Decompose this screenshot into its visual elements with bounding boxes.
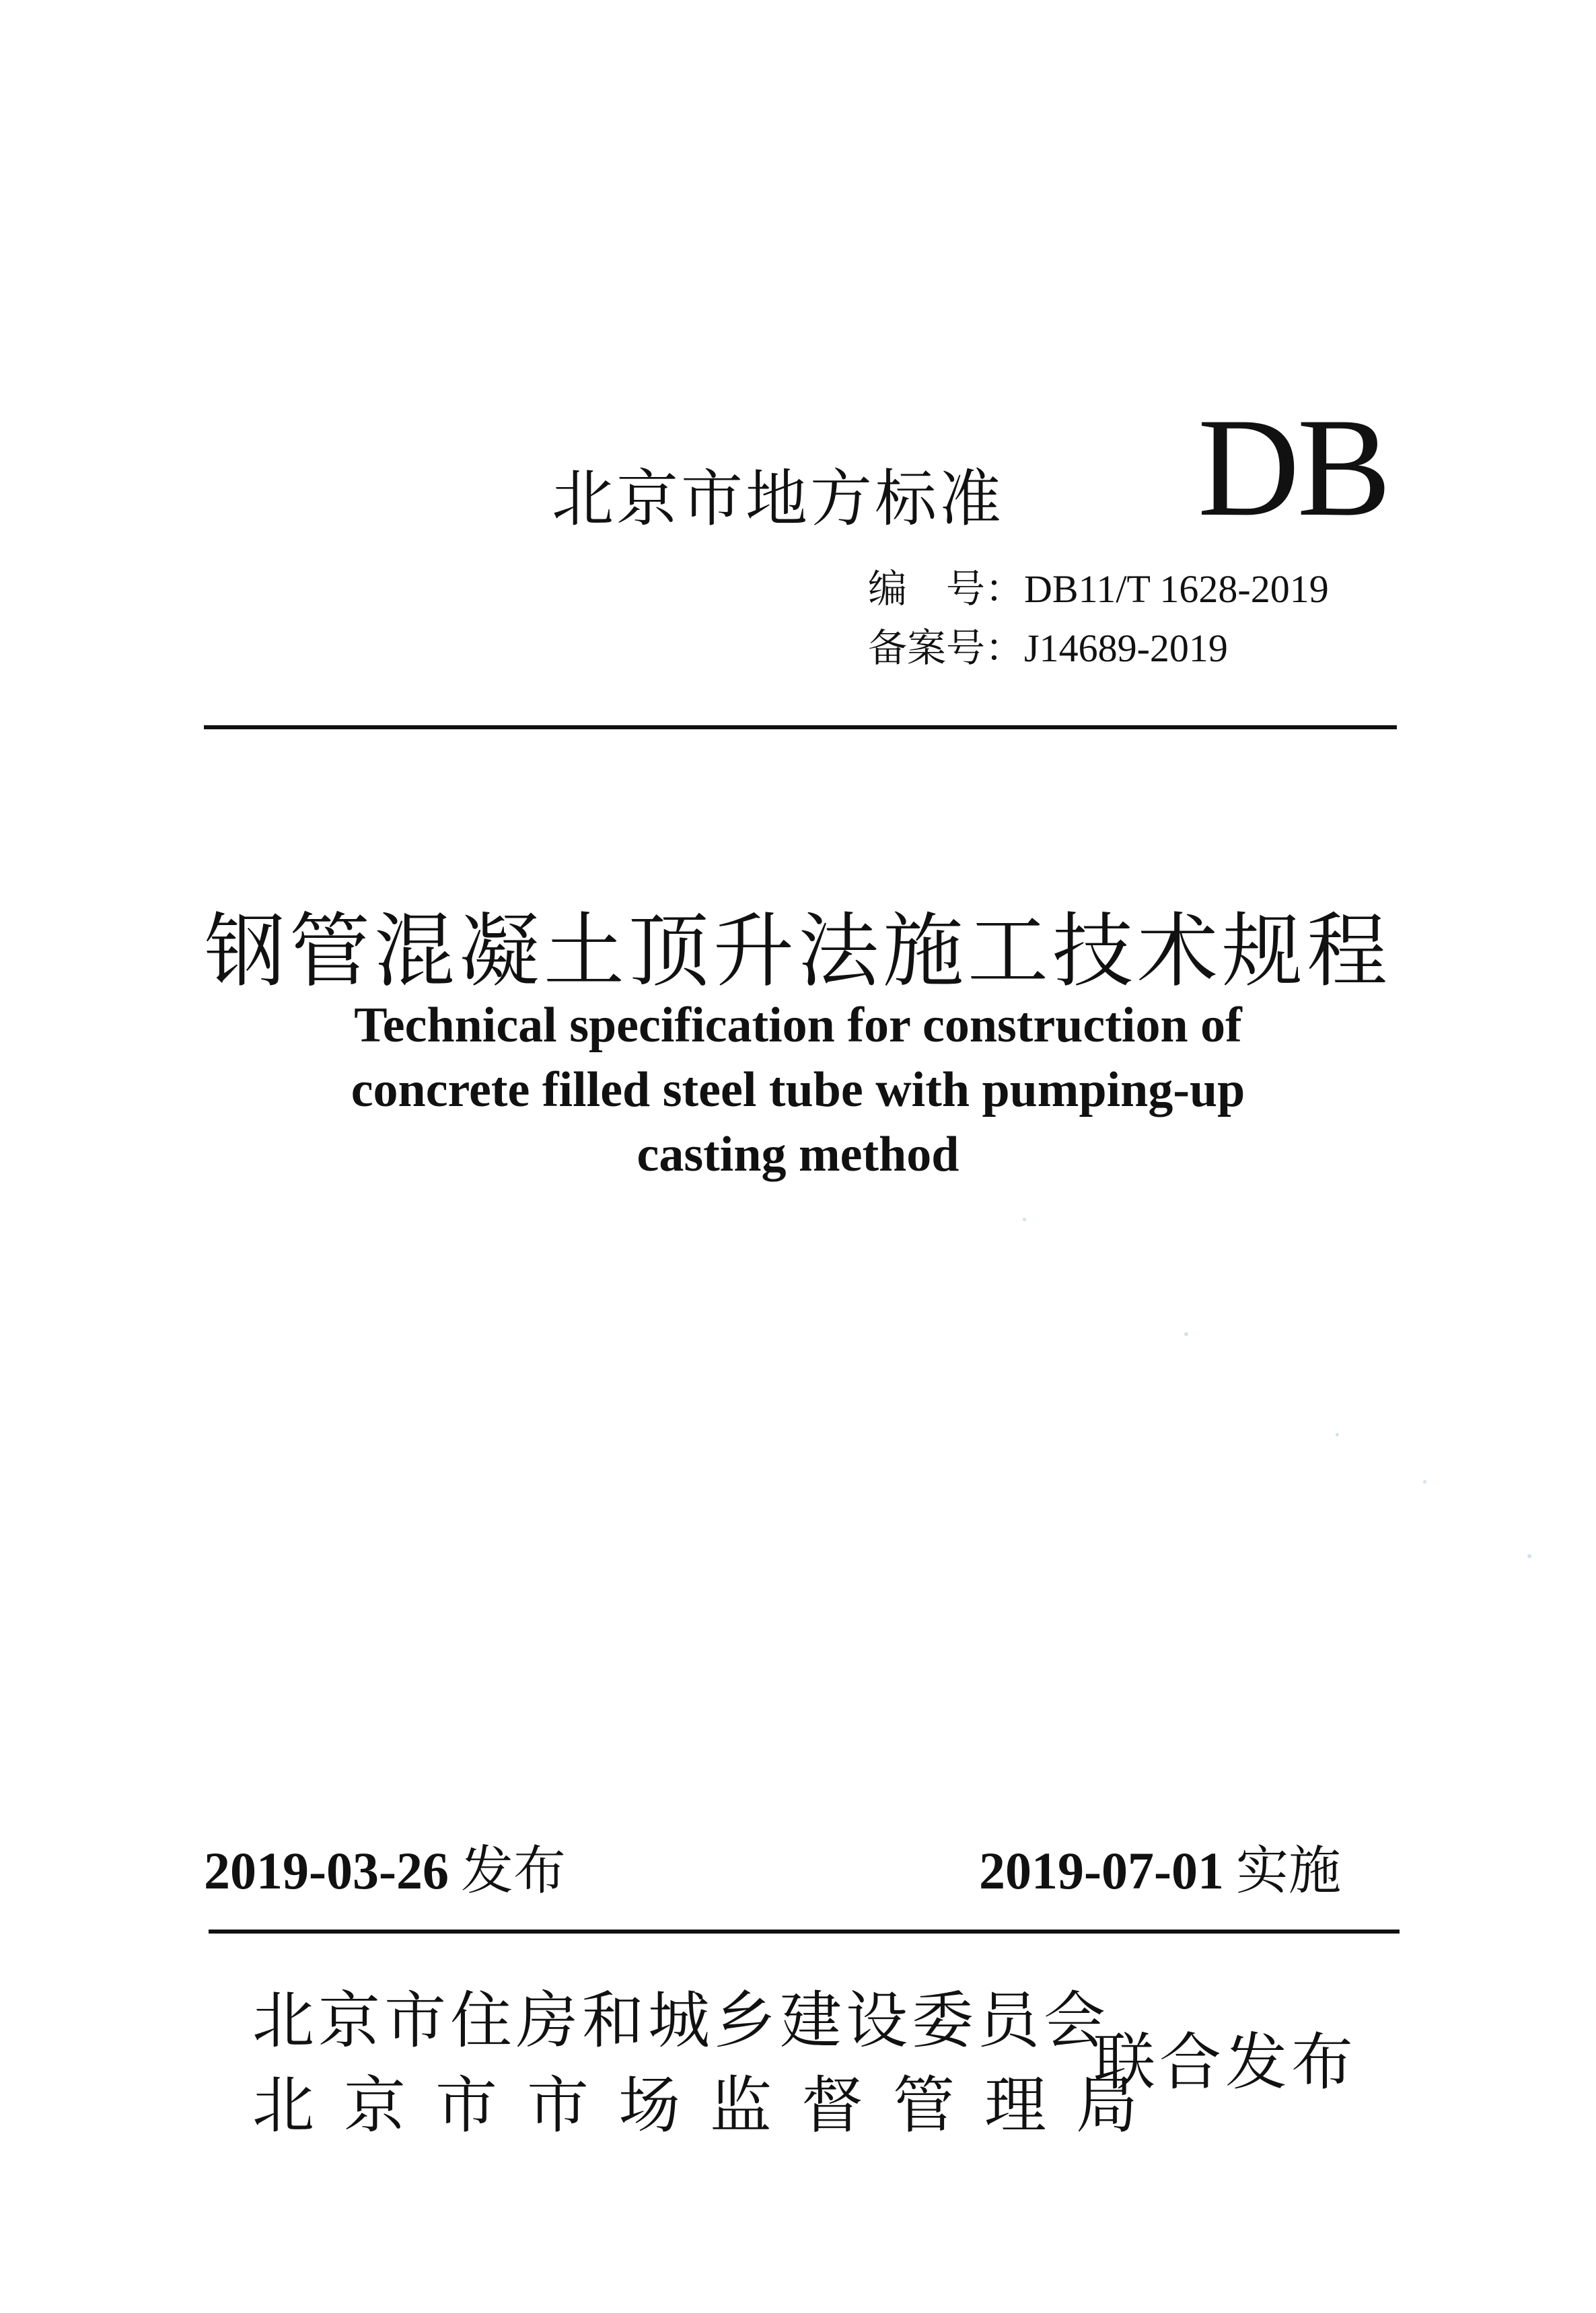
title-english-line-1: Technical specification for construction of: [354, 998, 1242, 1053]
db-logo: DB: [1198, 390, 1389, 546]
record-number-value: J14689-2019: [1024, 626, 1228, 670]
title-chinese: 钢管混凝土顶升法施工技术规程: [205, 905, 1391, 998]
joint-issue-label: 联合发布: [1093, 2026, 1358, 2098]
top-divider: [204, 725, 1397, 729]
issue-date-row: [204, 1829, 566, 1904]
standard-type-heading: 北京市地方标准: [552, 463, 1005, 535]
issuer-housing-commission: 北京市住房和城乡建设委员会: [252, 1985, 1110, 2057]
issuer-market-regulation: 北京市市场监督管理局: [252, 2069, 1168, 2141]
title-english-line-3: casting method: [637, 1127, 959, 1182]
bottom-divider: [209, 1930, 1400, 1934]
scan-speck: [1527, 1554, 1531, 1558]
standard-number-label: 编 号：: [868, 566, 1025, 612]
standard-number-row: [868, 557, 1329, 614]
issue-word: 发布: [460, 1841, 566, 1901]
implement-date-row: [979, 1829, 1341, 1904]
title-english-line-2: concrete filled steel tube with pumping-up: [351, 1062, 1245, 1117]
issue-date: 2019-03-26: [204, 1841, 449, 1900]
standard-number-value: DB11/T 1628-2019: [1024, 567, 1329, 611]
scan-speck: [1023, 1218, 1026, 1221]
scan-speck: [1336, 1433, 1339, 1436]
scan-speck: [1184, 1332, 1188, 1336]
record-number-row: [868, 616, 1228, 673]
implement-date: 2019-07-01: [979, 1841, 1224, 1900]
implement-word: 实施: [1235, 1841, 1341, 1901]
record-number-label: 备案号：: [868, 625, 1025, 671]
scan-speck: [1423, 1480, 1426, 1483]
